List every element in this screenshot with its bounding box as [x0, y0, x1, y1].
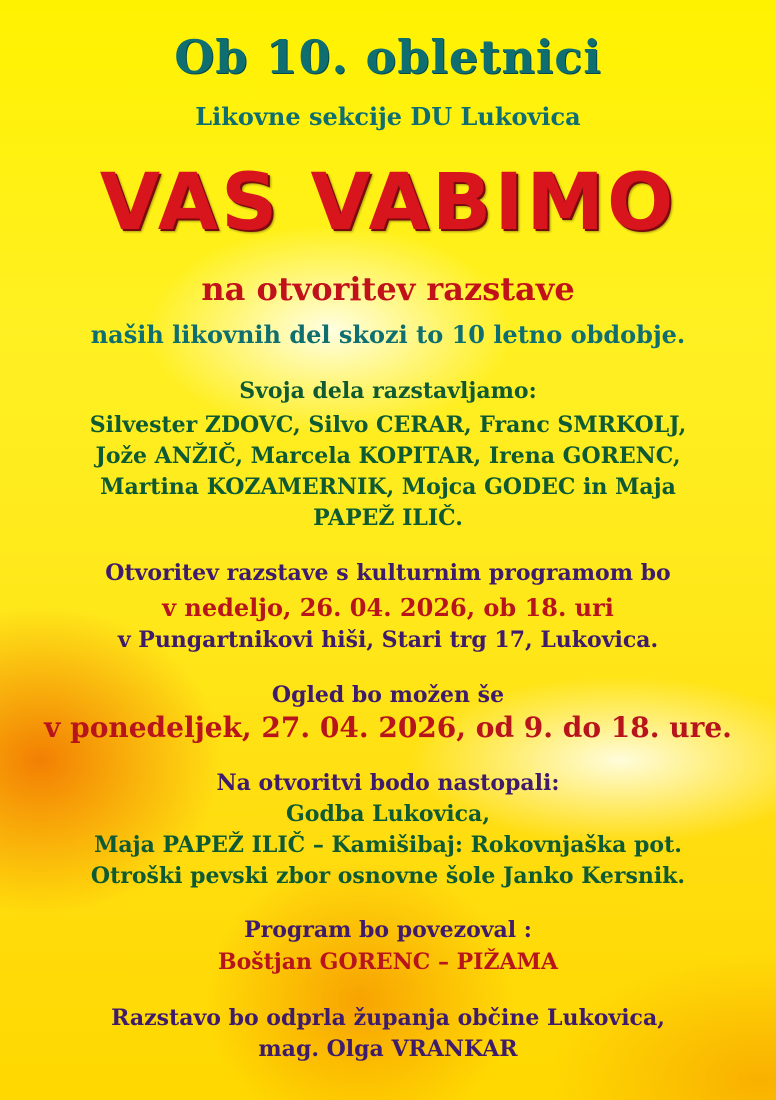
invite-headline: VAS VABIMO — [99, 158, 677, 248]
artists-line: Jože ANŽIČ, Marcela KOPITAR, Irena GORENC, — [95, 443, 681, 469]
opening-datetime: v nedeljo, 26. 04. 2026, ob 18. uri — [162, 593, 614, 622]
host-heading: Program bo povezoval : — [244, 917, 532, 943]
opening-location: v Pungartnikovi hiši, Stari trg 17, Lukovica. — [117, 627, 659, 653]
artists-heading: Svoja dela razstavljamo: — [239, 378, 537, 404]
performers-heading: Na otvoritvi bodo nastopali: — [216, 770, 560, 796]
closing-line: Razstavo bo odprla županja občine Lukovica, — [111, 1005, 665, 1031]
performer-item: Maja PAPEŽ ILIČ – Kamišibaj: Rokovnjaška pot. — [94, 832, 682, 858]
viewing-datetime: v ponedeljek, 27. 04. 2026, od 9. do 18. ure. — [44, 711, 732, 744]
artists-line: Silvester ZDOVC, Silvo CERAR, Franc SMRKOLJ, — [89, 412, 687, 438]
opening-intro: Otvoritev razstave s kulturnim programom bo — [105, 560, 671, 586]
artists-line: PAPEŽ ILIČ. — [313, 505, 463, 531]
poster-subtitle: Likovne sekcije DU Lukovica — [195, 102, 581, 131]
viewing-intro: Ogled bo možen še — [271, 682, 505, 708]
performer-item: Otroški pevski zbor osnovne šole Janko Kersnik. — [90, 863, 686, 889]
closing-line: mag. Olga VRANKAR — [258, 1036, 518, 1062]
host-name: Boštjan GORENC – PIŽAMA — [217, 949, 558, 975]
performer-item: Godba Lukovica, — [286, 801, 490, 827]
exhibition-description: naših likovnih del skozi to 10 letno obdobje. — [90, 320, 686, 349]
artists-line: Martina KOZAMERNIK, Mojca GODEC in Maja — [100, 474, 676, 500]
poster-title: Ob 10. obletnici — [174, 30, 602, 84]
opening-heading: na otvoritev razstave — [201, 270, 575, 308]
